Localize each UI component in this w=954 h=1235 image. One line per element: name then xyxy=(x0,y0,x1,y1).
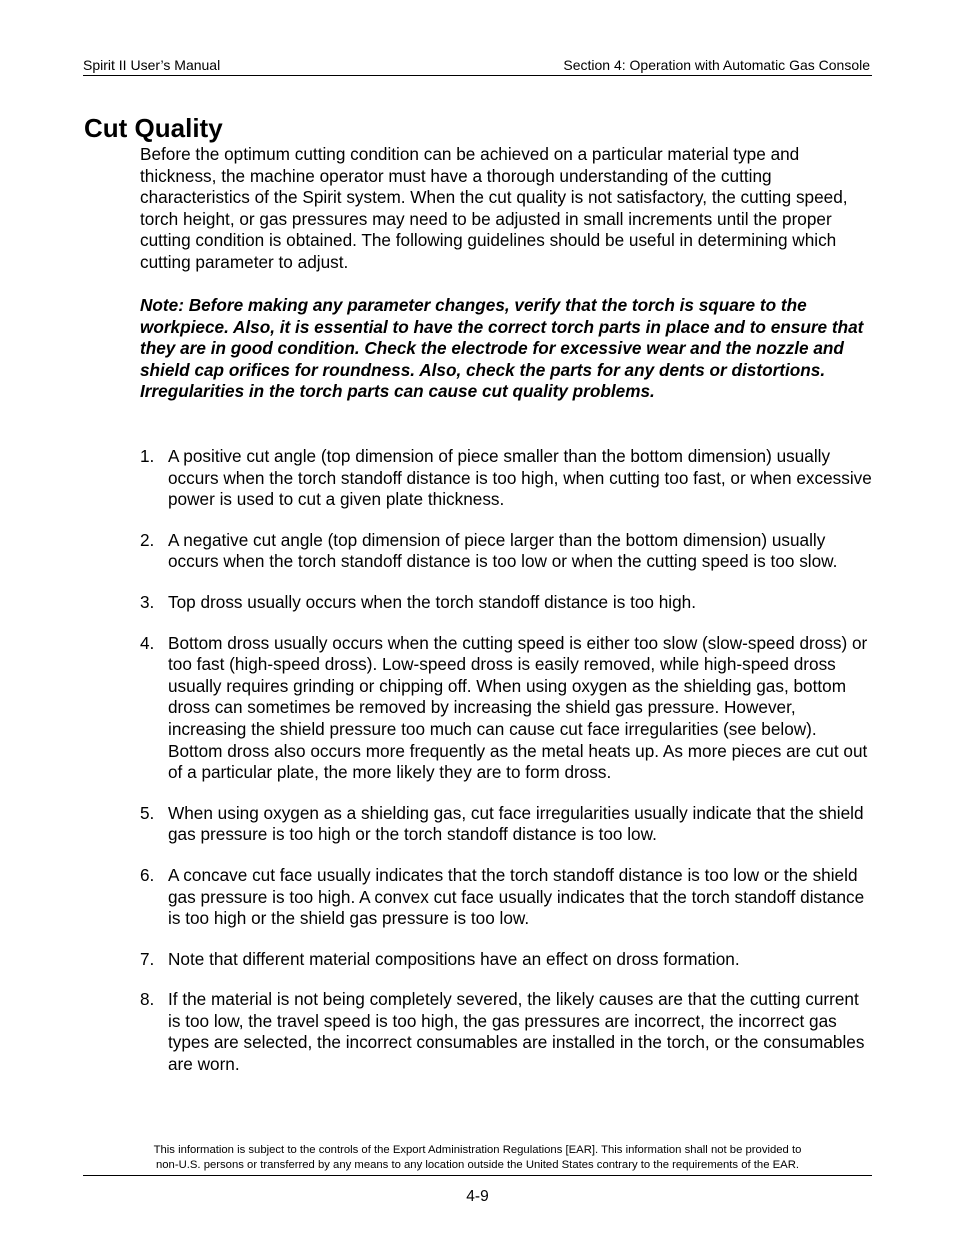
guidelines-list xyxy=(140,446,872,1095)
list-item-text: A concave cut face usually indicates that the torch standoff distance is too low or the shield gas pressure is too high. A convex cut face usually indicates that the torch standoff distance is too high or the shield gas pressure is too low. xyxy=(168,864,865,929)
page-title: Cut Quality xyxy=(84,113,223,143)
list-item xyxy=(140,633,872,784)
list-item-text: When using oxygen as a shielding gas, cut face irregularities usually indicate that the shield gas pressure is too high or the torch standoff distance is too low. xyxy=(168,802,864,845)
list-item-number: 7. xyxy=(140,948,155,969)
manual-title: Spirit II User’s Manual xyxy=(83,57,221,73)
list-item xyxy=(140,446,872,511)
list-item-text: Note that different material compositions have an effect on dross formation. xyxy=(168,948,740,969)
list-item-number: 1. xyxy=(140,446,155,466)
list-item-text: If the material is not being completely severed, the likely causes are that the cutting current is too low, the travel speed is too high, the gas pressures are incorrect, the incorrect gas types are selected, the incorrect consumables are installed in the torch, or the consumables are worn. xyxy=(168,989,865,1075)
export-notice-line-1: This information is subject to the controls of the Export Administration Regulations [EAR]. This information shall not be provided to xyxy=(153,1144,802,1156)
list-item xyxy=(140,949,872,971)
intro-paragraph: Before the optimum cutting condition can be achieved on a particular material type and thickness, the machine operator must have a thorough understanding of the cutting characteristics of the Spirit system. When the cut quality is not satisfactory, the cutting speed, torch height, or gas pressures may need to be adjusted in small increments until the proper cutting condition is obtained. The following guidelines should be useful in determining which cutting parameter to adjust. xyxy=(140,144,848,272)
list-item xyxy=(140,803,872,846)
list-item xyxy=(140,592,872,614)
list-item xyxy=(140,865,872,930)
page-number: 4-9 xyxy=(466,1188,489,1205)
list-item-text: A positive cut angle (top dimension of piece smaller than the bottom dimension) usually occurs when the torch standoff distance is too high, when cutting too fast, or when excessive power is used to cut a given plate thickness. xyxy=(168,446,872,510)
list-item-number: 5. xyxy=(140,802,155,823)
export-control-notice xyxy=(83,1143,872,1173)
list-item-number: 6. xyxy=(140,864,155,885)
note-paragraph: Note: Before making any parameter changes, verify that the torch is square to the workpiece. Also, it is essential to have the correct torch parts in place and to ensure that they are in good condition. Check the electrode for excessive wear and the nozzle and shield cap orifices for roundness. Also, check the parts for any dents or distortions. Irregularities in the torch parts can cause cut quality problems. xyxy=(140,295,864,402)
list-item-text: Bottom dross usually occurs when the cutting speed is either too slow (slow-speed dross) or too fast (high-speed dross). Low-speed dross is easily removed, while high-speed dross usually requires grinding or chipping off. When using oxygen as the shielding gas, bottom dross can sometimes be removed by increasing the shield gas pressure. However, increasing the shield pressure too much can cause cut face irregularities (see below). Bottom dross also occurs more frequently as the metal heats up. As more pieces are cut out of a particular plate, the more likely they are to form dross. xyxy=(168,632,868,783)
list-item-number: 3. xyxy=(140,591,155,612)
list-item xyxy=(140,530,872,573)
page-header xyxy=(83,55,872,76)
list-item-text: A negative cut angle (top dimension of piece larger than the bottom dimension) usually occurs when the torch standoff distance is too low or when the cutting speed is too slow. xyxy=(168,529,838,572)
section-title: Section 4: Operation with Automatic Gas Console xyxy=(563,57,870,73)
export-notice-line-2: non-U.S. persons or transferred by any means to any location outside the United States contrary to the requirements of the EAR. xyxy=(155,1159,799,1171)
list-item-number: 8. xyxy=(140,989,155,1010)
list-item xyxy=(140,989,872,1075)
list-item-number: 2. xyxy=(140,529,155,550)
list-item-number: 4. xyxy=(140,632,155,653)
footer-divider xyxy=(83,1175,872,1176)
list-item-text: Top dross usually occurs when the torch standoff distance is too high. xyxy=(168,591,697,612)
